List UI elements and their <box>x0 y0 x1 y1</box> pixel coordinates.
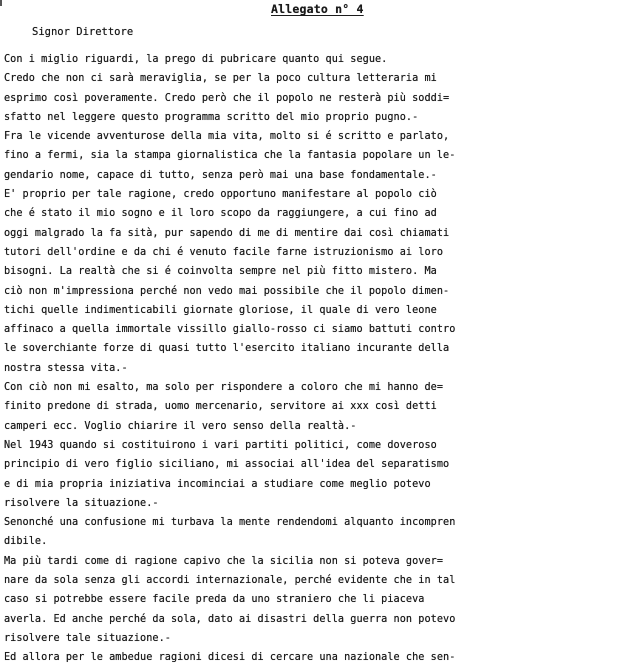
text-line: le soverchiante forze di quasi tutto l'esercito italiano incurante della <box>4 343 450 355</box>
text-line: tichi quelle indimenticabili giornate gloriose, il quale di vero leone <box>4 304 437 316</box>
text-line: nostra stessa vita.- <box>4 362 128 374</box>
text-line: averla. Ed anche perché da sola, dato ai disastri della guerra non potevo <box>4 613 456 625</box>
text-line: affinaco a quella immortale vissillo giallo-rosso ci siamo battuti contro <box>4 324 456 336</box>
text-line: e di mia propria iniziativa incominciai a studiare come meglio potevo <box>4 478 431 490</box>
salutation: Signor Direttore <box>32 26 134 38</box>
text-line: Credo che non ci sarà meraviglia, se per la poco cultura letteraria mi <box>4 73 437 85</box>
letter-body <box>4 50 636 668</box>
text-line: Senonché una confusione mi turbava la mente rendendomi alquanto incompren <box>4 517 456 529</box>
attachment-title: Allegato n° 4 <box>271 2 364 16</box>
text-line: tutori dell'ordine e da chi é venuto facile farne istruzionismo ai loro <box>4 246 444 258</box>
text-line: nare da sola senza gli accordi internazionale, perché evidente che in tal <box>4 575 456 587</box>
text-line: Ma più tardi come di ragione capivo che la sicilia non si poteva gover= <box>4 555 444 567</box>
text-line: Ed allora per le ambedue ragioni dicesi di cercare una nazionale che sen- <box>4 652 456 664</box>
text-line: che é stato il mio sogno e il loro scopo da raggiungere, a cui fino ad <box>4 208 437 220</box>
text-line: fino a fermi, sia la stampa giornalistica che la fantasia popolare un le- <box>4 150 456 162</box>
text-line: bisogni. La realtà che si é coinvolta sempre nel più fitto mistero. Ma <box>4 266 437 278</box>
text-line: ciò non m'impressiona perché non vedo mai possibile che il popolo dimen- <box>4 285 450 297</box>
text-line: risolvere la situazione.- <box>4 497 159 509</box>
text-line: Fra le vicende avventurose della mia vita, molto si é scritto e parlato, <box>4 131 450 143</box>
text-line: Con i miglio riguardi, la prego di pubricare quanto qui segue. <box>4 54 388 65</box>
text-line: esprimo così poveramente. Credo però che il popolo ne resterà più soddi= <box>4 92 450 104</box>
text-line: caso si potrebbe essere facile preda da uno straniero che li piaceva <box>4 594 425 606</box>
text-line: Con ciò non mi esalto, ma solo per rispondere a coloro che mi hanno de= <box>4 382 444 394</box>
scan-edge-mark <box>0 0 2 6</box>
text-line: camperi ecc. Voglio chiarire il vero senso della realtà.- <box>4 420 357 432</box>
text-line: sfatto nel leggere questo programma scritto del mio proprio pugno.- <box>4 111 419 123</box>
text-line: risolvere tale situazione.- <box>4 632 171 644</box>
text-line: E' proprio per tale ragione, credo opportuno manifestare al popolo ciò <box>4 189 437 201</box>
text-line: gendario nome, capace di tutto, senza però mai una base fondamentale.- <box>4 169 437 181</box>
text-line: Nel 1943 quando si costituirono i vari partiti politici, come doveroso <box>4 439 437 451</box>
text-line: oggi malgrado la fa sità, pur sapendo di me di mentire dai così chiamati <box>4 227 450 239</box>
text-line: finito predone di strada, uomo mercenario, servitore ai xxx così detti <box>4 401 437 413</box>
text-line: dibile. <box>4 536 48 548</box>
text-line: principio di vero figlio siciliano, mi associai all'idea del separatismo <box>4 459 450 471</box>
